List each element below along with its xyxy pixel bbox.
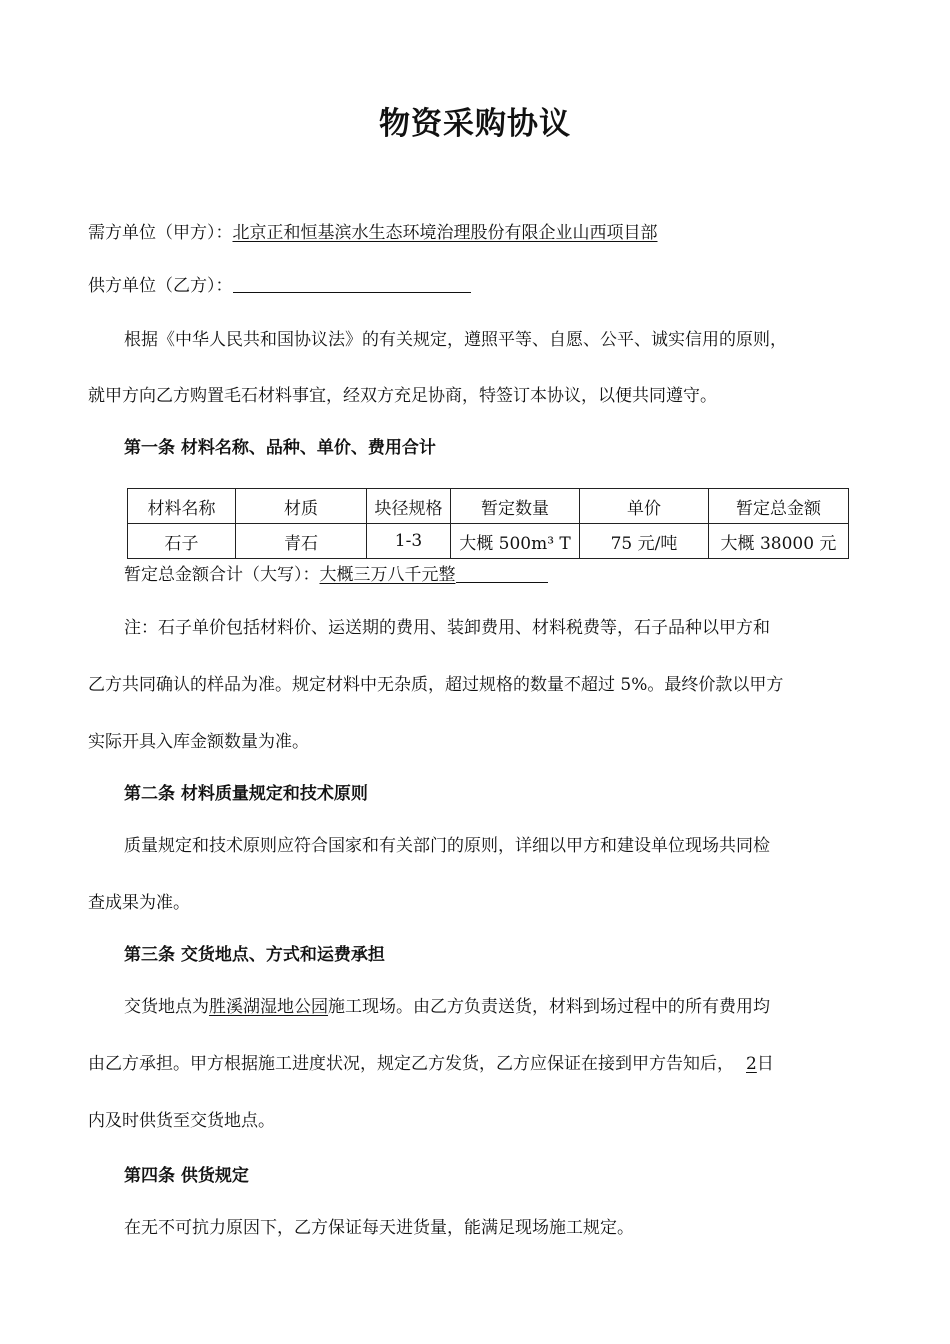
table-cell: 青石 bbox=[236, 524, 367, 559]
header-cell: 材料名称 bbox=[128, 489, 236, 524]
header-cell: 单价 bbox=[580, 489, 709, 524]
note-line-2: 乙方共同确认的样品为准。规定材料中无杂质，超过规格的数量不超过 5%。最终价款以甲方 bbox=[88, 675, 784, 695]
table-cell: 石子 bbox=[128, 524, 236, 559]
party-b-label: 供方单位（乙方）： bbox=[88, 276, 233, 296]
total-blank bbox=[456, 566, 548, 583]
article3-line-1 bbox=[124, 996, 770, 1018]
table-row bbox=[128, 524, 849, 559]
header-cell: 暂定总金额 bbox=[709, 489, 849, 524]
materials-table bbox=[127, 488, 849, 559]
article2-line-1: 质量规定和技术原则应符合国家和有关部门的原则，详细以甲方和建设单位现场共同检 bbox=[124, 836, 770, 856]
article4-line-1: 在无不可抗力原因下，乙方保证每天进货量，能满足现场施工规定。 bbox=[124, 1218, 634, 1238]
article4-heading: 第四条 供货规定 bbox=[124, 1166, 249, 1186]
article3-line2-prefix: 由乙方承担。甲方根据施工进度状况，规定乙方发货，乙方应保证在接到甲方告知后， bbox=[88, 1054, 734, 1074]
preamble-line-2: 就甲方向乙方购置毛石材料事宜，经双方充足协商，特签订本协议，以便共同遵守。 bbox=[88, 386, 717, 406]
header-cell: 材质 bbox=[236, 489, 367, 524]
note-line-3: 实际开具入库金额数量为准。 bbox=[88, 732, 309, 752]
party-b-line bbox=[88, 275, 471, 297]
article2-line-2: 查成果为准。 bbox=[88, 893, 190, 913]
article2-heading: 第二条 材料质量规定和技术原则 bbox=[124, 784, 368, 804]
article1-heading: 第一条 材料名称、品种、单价、费用合计 bbox=[124, 438, 436, 458]
article3-line2-suffix: 日 bbox=[756, 1054, 774, 1074]
document-title: 物资采购协议 bbox=[379, 106, 571, 142]
table-cell: 1-3 bbox=[367, 524, 451, 559]
party-a-label: 需方单位（甲方）： bbox=[88, 223, 233, 243]
party-a-line bbox=[88, 222, 658, 244]
total-value: 大概三万八千元整 bbox=[319, 565, 456, 585]
total-line bbox=[124, 564, 548, 586]
article3-line1-suffix: 施工现场。由乙方负责送货，材料到场过程中的所有费用均 bbox=[328, 997, 770, 1017]
article3-line-2 bbox=[88, 1053, 774, 1075]
total-label: 暂定总金额合计（大写）： bbox=[124, 565, 320, 585]
table-cell: 大概 500m³ T bbox=[451, 524, 580, 559]
party-b-blank bbox=[233, 276, 471, 293]
article3-line1-prefix: 交货地点为 bbox=[124, 997, 209, 1017]
delivery-location: 胜溪湖湿地公园 bbox=[209, 997, 328, 1017]
table-header-row bbox=[128, 489, 849, 524]
article3-heading: 第三条 交货地点、方式和运费承担 bbox=[124, 945, 385, 965]
header-cell: 块径规格 bbox=[367, 489, 451, 524]
table-cell: 大概 38000 元 bbox=[709, 524, 849, 559]
article3-line-3: 内及时供货至交货地点。 bbox=[88, 1111, 275, 1131]
preamble-line-1: 根据《中华人民共和国协议法》的有关规定，遵照平等、自愿、公平、诚实信用的原则， bbox=[124, 330, 787, 350]
table-cell: 75 元/吨 bbox=[580, 524, 709, 559]
party-a-value: 北京正和恒基滨水生态环境治理股份有限企业山西项目部 bbox=[232, 223, 658, 243]
note-line-1: 注：石子单价包括材料价、运送期的费用、装卸费用、材料税费等，石子品种以甲方和 bbox=[124, 618, 770, 638]
delivery-days: 2 bbox=[746, 1054, 757, 1074]
header-cell: 暂定数量 bbox=[451, 489, 580, 524]
